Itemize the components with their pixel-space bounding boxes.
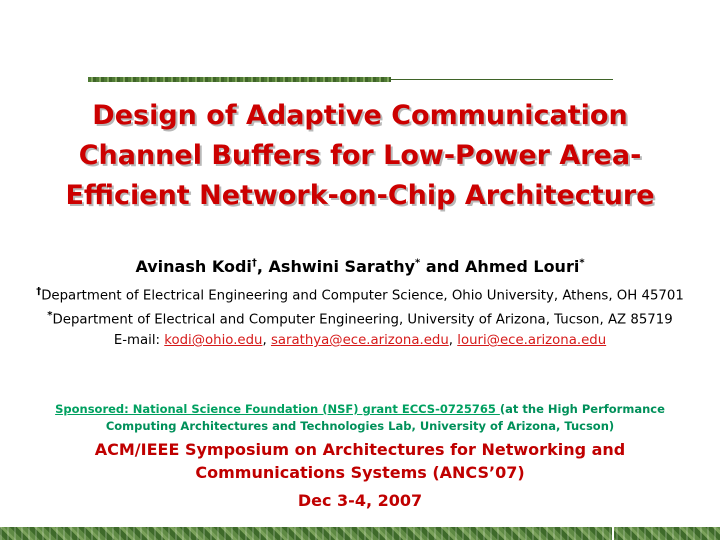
author-2: Ashwini Sarathy <box>268 257 416 276</box>
affiliation-1-mark: † <box>36 286 42 297</box>
author-3: Ahmed Louri <box>465 257 580 276</box>
email-link-louri[interactable]: louri@ece.arizona.edu <box>457 333 607 348</box>
top-rule-thick <box>88 77 391 82</box>
author-sep-2: and <box>420 257 466 276</box>
author-list <box>0 257 720 276</box>
title-line-2: Channel Buffers for Low-Power Area- <box>78 140 642 171</box>
author-sep-1: , <box>256 257 269 276</box>
affiliation-1-text: Department of Electrical Engineering and Computer Science, Ohio University, Athens, OH 45701 <box>41 288 684 304</box>
author-2-mark: * <box>415 257 421 269</box>
author-3-mark: * <box>579 257 585 269</box>
author-1: Avinash Kodi <box>135 257 252 276</box>
email-link-kodi[interactable]: kodi@ohio.edu <box>164 333 263 348</box>
sponsor-rest: (at the High Performance Computing Architectures and Technologies Lab, University of Arizona, Tucson) <box>105 402 665 433</box>
bottom-decorative-band <box>0 527 720 540</box>
affiliation-2 <box>0 310 720 327</box>
email-line <box>0 333 720 348</box>
author-1-mark: † <box>251 257 257 269</box>
affiliation-2-mark: * <box>47 310 53 321</box>
title-line-1: Design of Adaptive Communication <box>92 100 628 131</box>
email-sep-1: , <box>262 333 271 348</box>
affiliation-2-text: Department of Electrical and Computer Engineering, University of Arizona, Tucson, AZ 85719 <box>52 312 673 328</box>
top-decorative-rule <box>88 77 613 82</box>
affiliation-1 <box>0 286 720 303</box>
email-link-sarathy[interactable]: sarathya@ece.arizona.edu <box>270 333 449 348</box>
top-rule-thin <box>391 79 613 80</box>
conference-line-2: Communications Systems (ANCS’07) <box>195 463 525 482</box>
conference-line-1: ACM/IEEE Symposium on Architectures for Networking and <box>94 440 626 459</box>
conference-date: Dec 3-4, 2007 <box>297 491 423 510</box>
conference-name <box>20 438 700 484</box>
sponsor-note <box>20 401 700 435</box>
title-line-3: Efficient Network-on-Chip Architecture <box>65 180 655 211</box>
email-sep-2: , <box>448 333 458 348</box>
sponsor-link[interactable]: Sponsored: National Science Foundation (NSF) grant ECCS-0725765 <box>55 402 500 416</box>
paper-title <box>20 96 700 216</box>
email-label: E-mail: <box>113 333 165 348</box>
bottom-band-notch <box>612 527 614 540</box>
